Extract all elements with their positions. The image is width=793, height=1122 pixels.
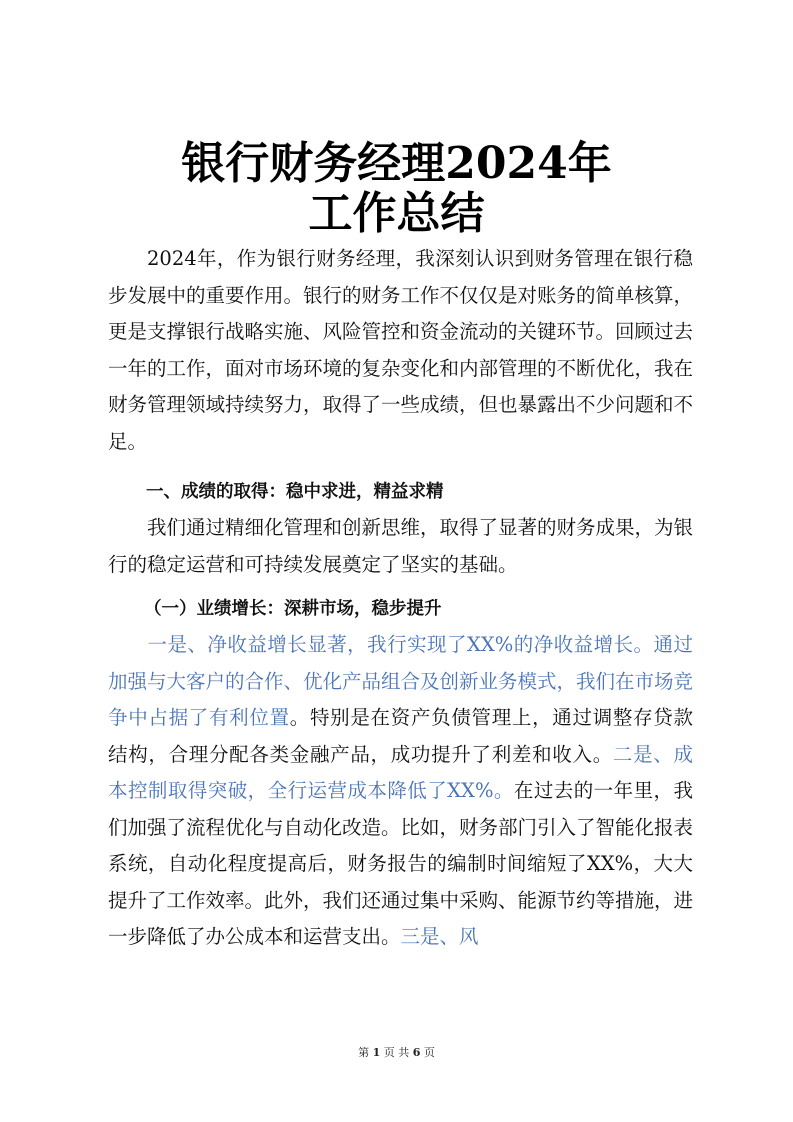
highlight-text-1: 一是、净收益增长显著，我行实现了XX%的净收益增长。通过加强与大客户的合作、优化产品组合及创新业务模式，我们在市场竞争中占据了有利位置 — [108, 633, 694, 729]
highlight-text-2: 二是、成本控制取得突破，全行运营成本降低了XX%。 — [108, 742, 693, 802]
document-title-line1: 银行财务经理2024年 — [181, 138, 612, 189]
page-footer — [0, 1044, 793, 1060]
subsection-1-paragraph — [108, 627, 693, 956]
footer-current-page: 1 — [372, 1046, 381, 1059]
section-1-paragraph — [108, 510, 693, 583]
highlight-text-3: 三是、风 — [400, 925, 479, 948]
footer-total-pages: 6 — [412, 1046, 421, 1059]
intro-paragraph — [108, 241, 693, 460]
document-title-line2: 工作总结 — [308, 188, 485, 239]
intro-paragraph-text: 2024年，作为银行财务经理，我深刻认识到财务管理在银行稳步发展中的重要作用。银行的财务工作不仅仅是对账务的简单核算，更是支撑银行战略实施、风险管控和资金流动的关键环节。回顾过去一年的工作，面对市场环境的复杂变化和内部管理的不断优化，我在财务管理领域持续努力，取得了一些成绩，但也暴露出不少问题和不足。 — [108, 247, 694, 453]
section-heading-1: 一、成绩的取得：稳中求进，精益求精 — [146, 482, 444, 502]
footer-suffix: 页 — [423, 1046, 435, 1059]
body-text-4: 在过去的一年里，我们加强了流程优化与自动化改造。比如，财务部门引入了智能化报表系统，自动化程度提高后，财务报告的编制时间缩短了XX%，大大提升了工作效率。此外，我们还通过集中采购、能源节约等措施，进一步降低了办公成本和运营支出。 — [108, 779, 694, 948]
footer-middle: 页 共 — [383, 1046, 410, 1059]
body-text-2: 。特别是在资产负债管理上，通过调整存贷款结构，合理分配各类金融产品，成功提升了利差和收入。 — [108, 706, 693, 766]
section-1-paragraph-text: 我们通过精细化管理和创新思维，取得了显著的财务成果，为银行的稳定运营和可持续发展奠定了坚实的基础。 — [108, 516, 694, 576]
footer-prefix: 第 — [358, 1046, 370, 1059]
subsection-heading-1: （一）业绩增长：深耕市场，稳步提升 — [144, 599, 442, 619]
